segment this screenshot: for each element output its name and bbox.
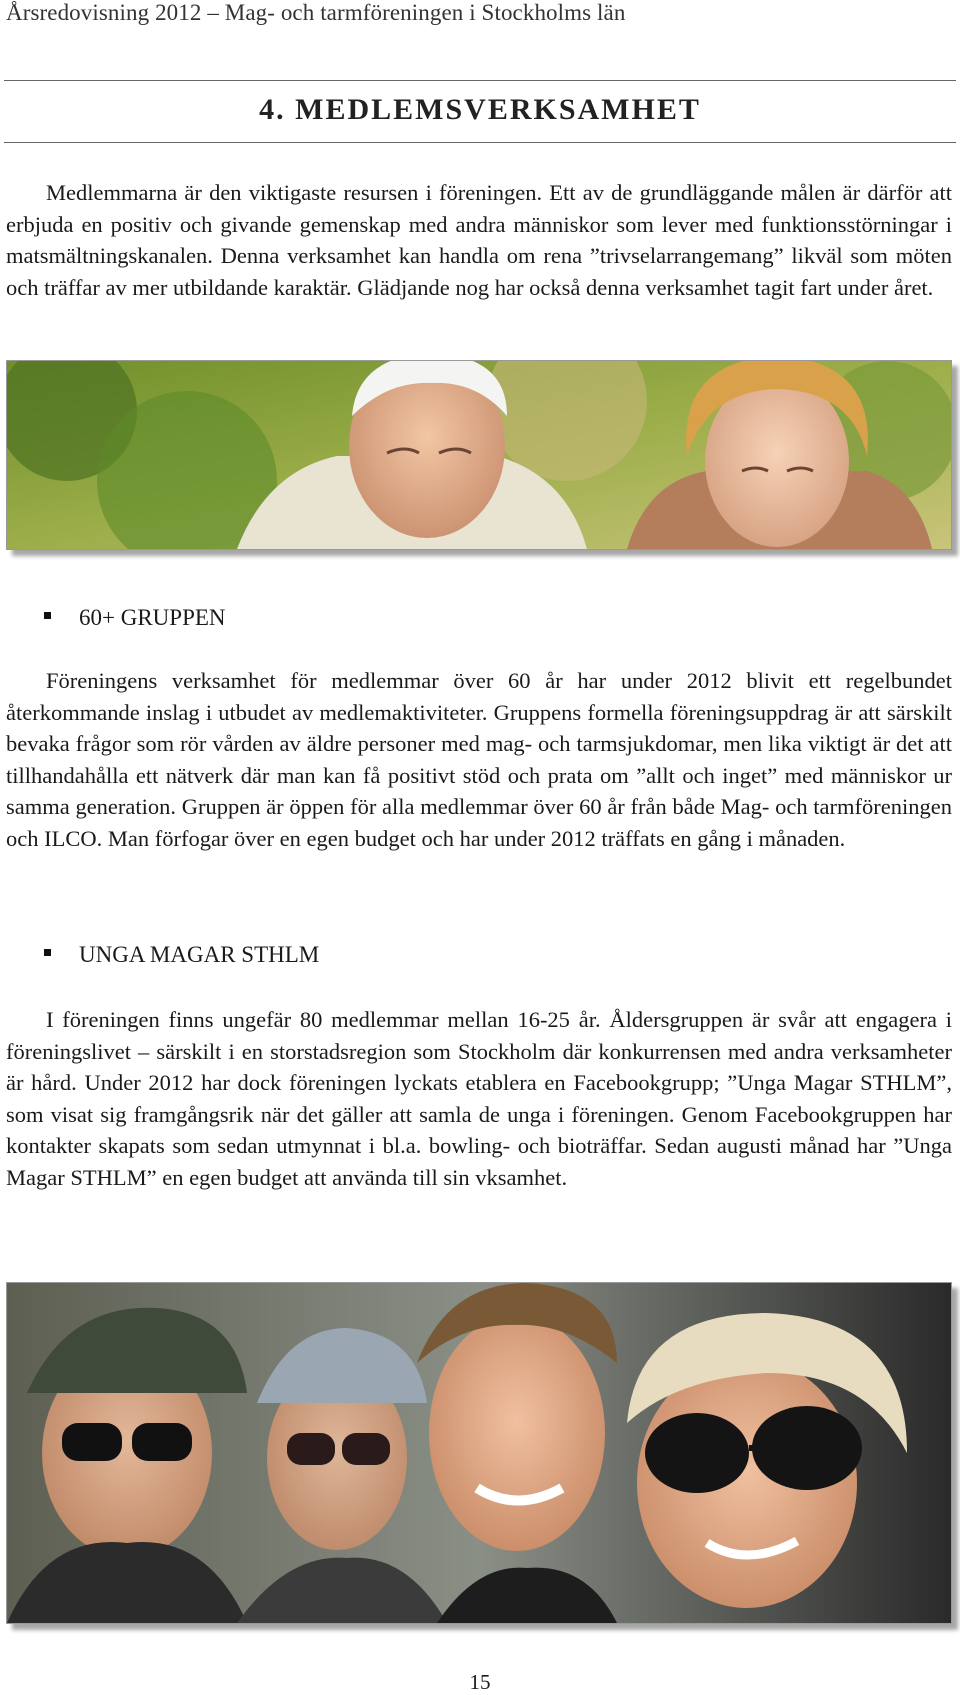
seniors-photo-illustration <box>7 361 951 549</box>
intro-text: Medlemmarna är den viktigaste resursen i föreningen. Ett av de grundläggande målen är därför att erbjuda en positiv och givande gemenskap med andra människor som lever med funktionsstörningar i matsmältningskanalen. Denna verksamhet kan handla om rena ”trivselarrangemang” likväl som möten och träffar av mer utbildande karaktär. Glädjande nog har också denna verksamhet tagit fart under året. <box>6 180 952 300</box>
section-paragraph-unga-magar <box>6 1004 952 1193</box>
section-text: Föreningens verksamhet för medlemmar över 60 år har under 2012 blivit ett regelbundet återkommande inslag i utbudet av medlemaktiviteter. Gruppens formella föreningsuppdrag är att särskilt bevaka frågor som rör vården av äldre personer med mag- och tarmsjukdomar, men lika viktigt är det att tillhandahålla ett nätverk där man kan få positivt stöd och prata om ”allt och inget” med människor ur samma generation. Gruppen är öppen för alla medlemmar över 60 år från både Mag- och tarmföreningen och ILCO. Man förfogar över en egen budget och har under 2012 träffats en gång i månaden. <box>6 668 952 851</box>
page-number: 15 <box>469 1670 491 1694</box>
youth-photo <box>6 1282 952 1624</box>
section-heading-text: 60+ GRUPPEN <box>79 605 226 630</box>
running-header: Årsredovisning 2012 – Mag- och tarmföreningen i Stockholms län <box>6 0 626 25</box>
intro-paragraph <box>6 177 952 303</box>
section-text: I föreningen finns ungefär 80 medlemmar mellan 16-25 år. Åldersgruppen är svår att engagera i föreningslivet – särskilt i en storstadsregion som Stockholm där konkurrensen med andra verksamheter är hård. Under 2012 har dock föreningen lyckats etablera en Facebookgrupp; ”Unga Magar STHLM”, som visat sig framgångsrik när det gäller att samla de unga i föreningen. Genom Facebookgruppen har kontakter skapats som sedan utmynnat i bl.a. bowling- och bioträffar. Sedan augusti månad har ”Unga Magar STHLM” en egen budget att använda till sin vksamhet. <box>6 1007 952 1190</box>
section-heading-60plus <box>44 605 226 631</box>
chapter-title: 4. MEDLEMSVERKSAMHET <box>259 93 701 126</box>
header-rule-top <box>4 80 956 81</box>
header-rule-bottom <box>4 142 956 143</box>
bullet-icon <box>44 612 51 619</box>
seniors-photo <box>6 360 952 550</box>
section-paragraph-60plus <box>6 665 952 854</box>
section-heading-text: UNGA MAGAR STHLM <box>79 942 320 967</box>
youth-photo-illustration <box>7 1283 951 1623</box>
section-heading-unga-magar <box>44 942 319 968</box>
bullet-icon <box>44 949 51 956</box>
